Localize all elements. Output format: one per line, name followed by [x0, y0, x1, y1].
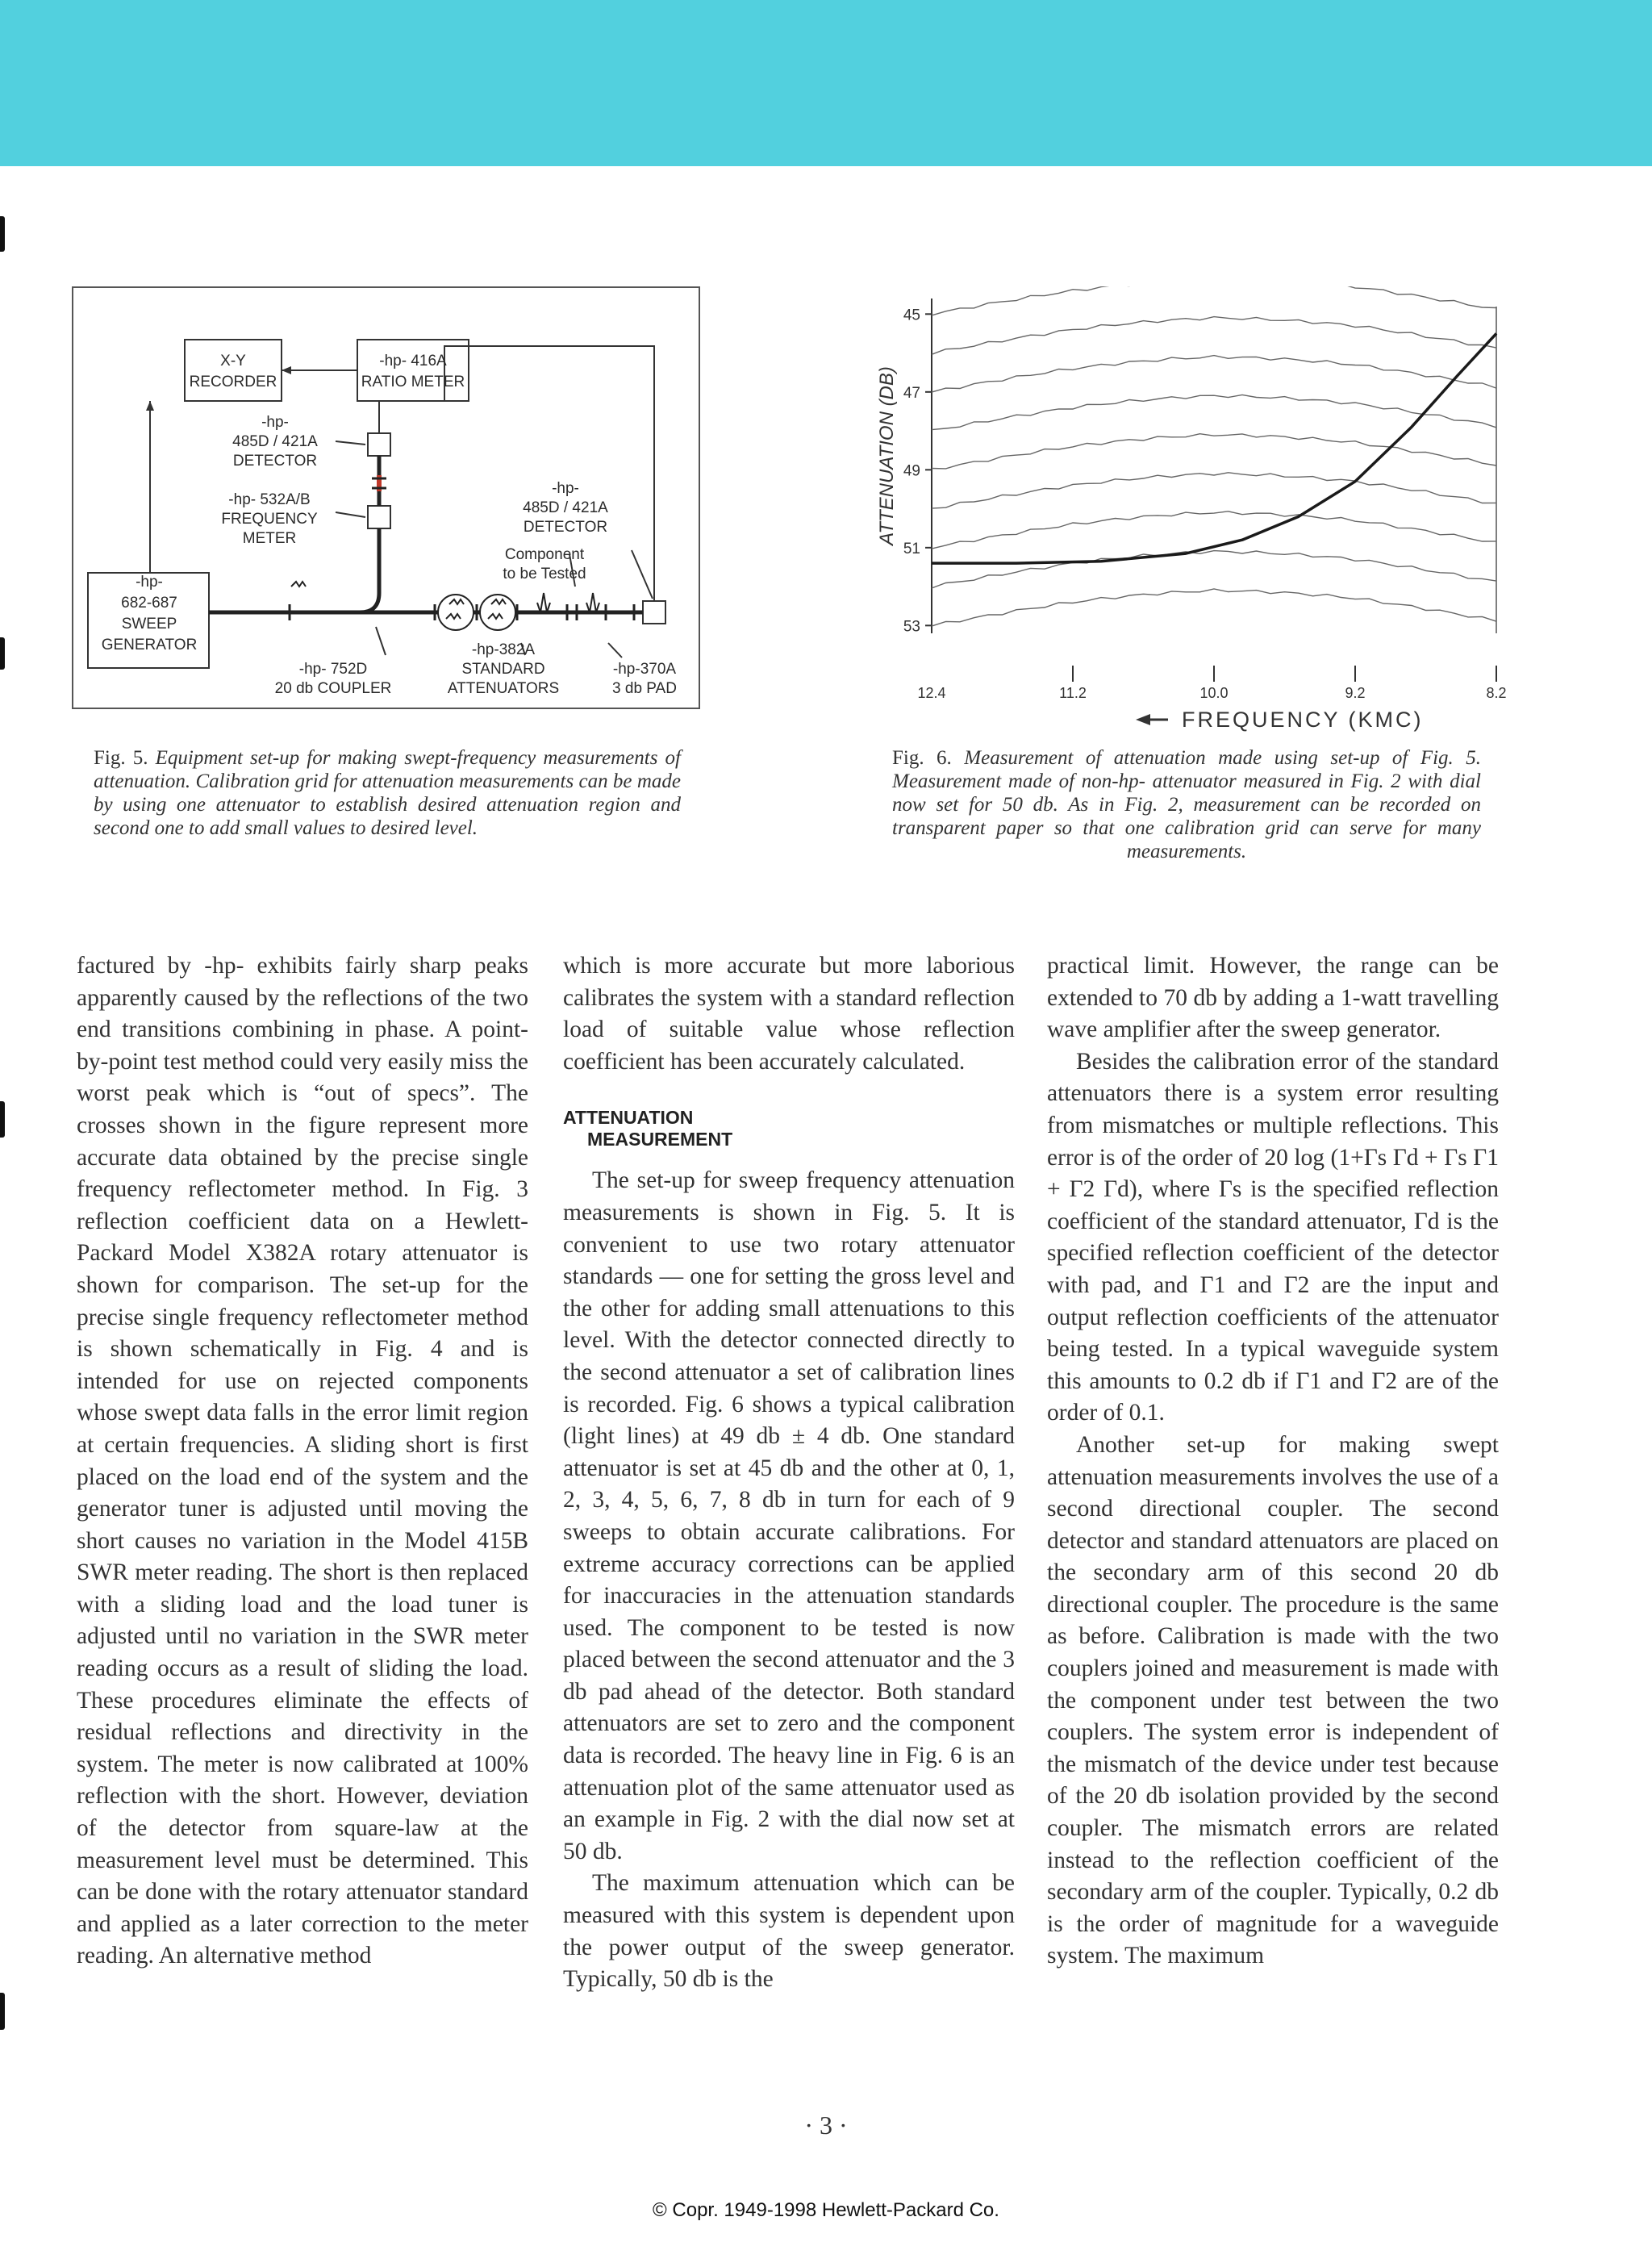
- y-tick-label: 45: [903, 307, 920, 324]
- x-tick-label: 10.0: [1199, 685, 1229, 701]
- ratio-meter-label: RATIO METER: [361, 374, 465, 390]
- calibration-line: [932, 511, 1496, 549]
- x-tick-label: 12.4: [917, 685, 946, 701]
- ratio-meter-box: [357, 340, 469, 401]
- column-2: [563, 950, 1015, 1996]
- top-detector-box: [368, 433, 390, 456]
- col2-paragraph: which is more accurate but more laborious calibrates the system with a standard reflection load of suitable value whose reflection coefficient has been accurately calculated.: [563, 953, 1015, 1075]
- section-heading: [563, 1107, 1015, 1150]
- page-number: · 3 ·: [804, 2110, 848, 2140]
- y-tick-label: 51: [903, 540, 920, 557]
- col3-paragraph: Besides the calibration error of the standard attenuators there is a system error resulting from mismatches or multiple reflections. This error is of the order of 20 log (1+Γs Γd + Γs Γ1 + Γ2 Γd), where Γs is the specified reflection coefficient of the standard attenuator, Γd is the specified reflection coefficient of the detector with pad, and Γ1 and Γ2 are the input and output reflection coefficients of the attenuator being tested. In a typical waveguide system this amounts to 0.2 db if Γ1 and Γ2 are of the order of 0.1.: [1047, 1048, 1499, 1426]
- calibration-line: [932, 434, 1496, 469]
- ratio-meter-label: -hp- 416A: [379, 353, 447, 369]
- sweep-generator-label: SWEEP: [121, 616, 177, 633]
- fig5-caption: [94, 746, 681, 840]
- calibration-line: [932, 286, 1496, 315]
- calibration-line: [932, 395, 1496, 429]
- detector-right-label: -hp-: [552, 480, 579, 497]
- binding-mark: [0, 1101, 5, 1138]
- fig6-caption-label: Fig. 6.: [892, 747, 952, 769]
- top-color-banner: [0, 0, 1652, 166]
- calibration-line: [932, 551, 1496, 588]
- column-1: [77, 950, 528, 1973]
- fig6-chart: [863, 286, 1508, 738]
- fig5-caption-text: Equipment set-up for making swept-frequency measurements of attenuation. Calibration grid for attenuation measurements can be made by using one attenuator to establish desired attenuation region and second one to add small values to desired level.: [94, 747, 681, 839]
- section-heading-line: MEASUREMENT: [587, 1129, 733, 1150]
- copyright-notice: © Copr. 1949-1998 Hewlett-Packard Co.: [653, 2199, 999, 2221]
- fig5-diagram: [72, 286, 700, 709]
- frequency-meter-label: FREQUENCY: [221, 511, 318, 528]
- col2-paragraph: The set-up for sweep frequency attenuation measurements is shown in Fig. 5. It is convenient to use two rotary attenuator standards — one for setting the gross level and the other for adding small attenuations to this level. With the detector connected directly to the second attenuator a set of calibration lines is recorded. Fig. 6 shows a typical calibration (light lines) at 49 db ± 4 db. One standard attenuator is set at 45 db and the other at 0, 1, 2, 3, 4, 5, 6, 7, 8 db in turn for each of 9 sweeps to obtain accurate calibrations. For extreme accuracy corrections can be applied for inaccuracies in the attenuation standards used. The component to be tested is now placed between the second attenuator and the 3 db pad ahead of the detector. Both standard attenuators are set to zero and the component data is recorded. The heavy line in Fig. 6 is an attenuation plot of the same attenuator used as an example in Fig. 2 with the dial now set at 50 db.: [563, 1167, 1015, 1864]
- x-tick-label: 8.2: [1486, 685, 1507, 701]
- col3-paragraph: practical limit. However, the range can be extended to 70 db by adding a 1-watt travelling wave amplifier after the sweep generator.: [1047, 953, 1499, 1043]
- x-tick-label: 11.2: [1059, 685, 1087, 701]
- x-tick-label: 9.2: [1345, 685, 1366, 701]
- detector-right-label: 485D / 421A: [523, 499, 608, 516]
- calibration-line: [932, 589, 1496, 626]
- pad-label: -hp-370A: [612, 661, 677, 678]
- fig6-caption: [892, 746, 1481, 863]
- xy-recorder-label: X-Y: [220, 353, 246, 369]
- component-label: Component: [504, 546, 585, 563]
- xy-recorder-box: [185, 340, 282, 401]
- calibration-line: [932, 473, 1496, 508]
- component-label: to be Tested: [503, 566, 586, 582]
- attenuators-label: STANDARD: [461, 661, 545, 678]
- detector-top-label: DETECTOR: [232, 453, 318, 470]
- fig5-schematic: [73, 288, 702, 711]
- calibration-line: [932, 317, 1496, 355]
- y-tick-label: 49: [903, 462, 920, 480]
- detector-top-label: -hp-: [261, 414, 289, 431]
- col2-paragraph: The maximum attenuation which can be measured with this system is dependent upon the power output of the sweep generator. Typically, 50 db is the: [563, 1870, 1015, 1993]
- binding-mark: [0, 216, 5, 252]
- detector-top-label: 485D / 421A: [232, 433, 318, 450]
- frequency-meter-label: -hp- 532A/B: [228, 491, 311, 508]
- sweep-generator-label: GENERATOR: [101, 637, 198, 653]
- xy-recorder-label: RECORDER: [189, 374, 277, 390]
- coupler-label: 20 db COUPLER: [274, 680, 392, 697]
- x-axis-arrow: [1136, 714, 1150, 725]
- col1-paragraph: factured by -hp- exhibits fairly sharp peaks apparently caused by the reflections of the two end transitions combining in phase. A point-by-point test method could very easily miss the worst peak which is “out of specs”. The crosses shown in the figure represent more accurate data obtained by the precise single frequency reflectometer method. In Fig. 3 reflection coefficient data on a Hewlett-Packard Model X382A rotary attenuator is shown for comparison. The set-up for the precise single frequency reflectometer method is shown schematically in Fig. 4 and is intended for use on rejected components whose swept data falls in the error limit region at certain frequencies. A sliding short is first placed on the load end of the system and the generator tuner is adjusted until moving the short causes no variation in the Model 415B SWR meter reading. The short is then replaced with a sliding load and the load tuner is adjusted until no variation in the SWR meter reading occurs as a result of sliding the load. These procedures eliminate the effects of residual reflections and directivity in the system. The meter is now calibrated at 100% reflection with the short. However, deviation of the detector from square-law at the measurement level must be determined. This can be done with the rotary attenuator standard and applied as a later correction to the meter reading. An alternative method: [77, 953, 528, 1969]
- fig5-caption-label: Fig. 5.: [94, 747, 148, 769]
- attenuators-label: ATTENUATORS: [447, 680, 560, 697]
- y-tick-label: 53: [903, 618, 920, 636]
- col3-paragraph: Another set-up for making swept attenuation measurements involves the use of a second directional coupler. The second detector and standard attenuators are placed on the secondary arm of this second 20 db directional coupler. The procedure is the same as before. Calibration is made with the two couplers joined and measurement is made with the component under test between the two couplers. The system error is independent of the mismatch of the device under test because of the 20 db isolation provided by the second coupler. The mismatch errors are related instead to the reflection coefficient of the secondary arm of the coupler. Typically, 0.2 db is the order of magnitude for a waveguide system. The maximum: [1047, 1431, 1499, 1969]
- x-axis-label: FREQUENCY (KMC): [1182, 708, 1424, 732]
- fig6-chart-svg: [863, 286, 1508, 738]
- sweep-generator-label: 682-687: [121, 595, 177, 612]
- calibration-line: [932, 356, 1496, 393]
- y-tick-label: 47: [903, 384, 920, 402]
- column-3: [1047, 950, 1499, 1973]
- coupler-label: -hp- 752D: [298, 661, 368, 678]
- fig6-caption-text: Measurement of attenuation made using set-up of Fig. 5. Measurement made of non-hp- attenuator measured in Fig. 2 with dial now set for 50 db. As in Fig. 2, measurement can be recorded on transparent paper so that one calibration grid can serve for many measurements.: [892, 747, 1481, 862]
- detector-right-label: DETECTOR: [523, 519, 608, 536]
- sweep-generator-label: -hp-: [136, 574, 163, 591]
- right-detector-box: [643, 601, 665, 624]
- measured-attenuation-line: [932, 333, 1496, 563]
- frequency-meter-label: METER: [242, 530, 297, 547]
- y-axis-label: ATTENUATION (DB): [876, 366, 898, 545]
- binding-mark: [0, 1993, 5, 2030]
- attenuators-label: -hp-382A: [471, 641, 536, 658]
- binding-mark: [0, 637, 5, 670]
- frequency-meter-box: [368, 506, 390, 528]
- pad-label: 3 db PAD: [612, 680, 677, 697]
- section-heading-line: ATTENUATION: [563, 1107, 694, 1129]
